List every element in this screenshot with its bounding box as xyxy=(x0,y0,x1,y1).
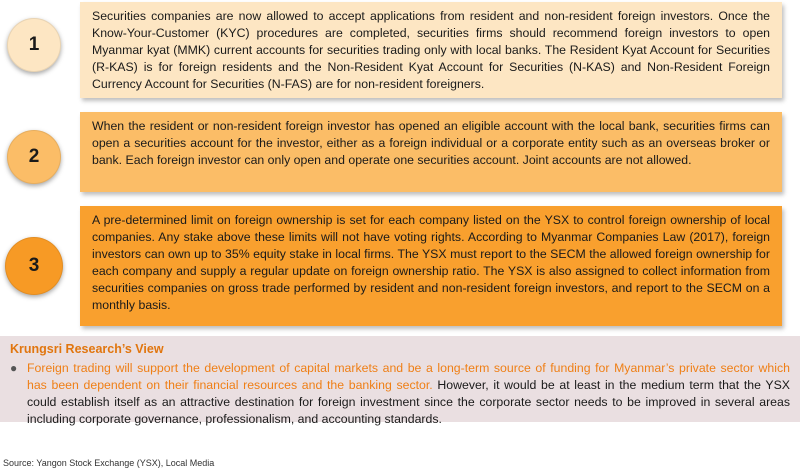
step-number-badge: 3 xyxy=(5,237,63,295)
research-view-title: Krungsri Research’s View xyxy=(10,342,164,356)
source-note: Source: Yangon Stock Exchange (YSX), Local Media xyxy=(3,458,215,468)
research-view-body xyxy=(10,360,790,428)
step-text-box: When the resident or non-resident foreign investor has opened an eligible account with the local bank, securities firms can open a securities account for the investor, either as a foreign individual or a corporate entity such as an overseas broker or bank. Each foreign investor can only open and operate one securities account. Joint accounts are not allowed. xyxy=(80,112,782,192)
step-text-box: Securities companies are now allowed to accept applications from resident and non-resident foreign investors. Once the Know-Your-Customer (KYC) procedures are completed, securities firms should recommend foreign investors to open Myanmar kyat (MMK) current accounts for securities trading only with local banks. The Resident Kyat Account for Securities (R-KAS) is for foreign residents and the Non-Resident Kyat Account for Securities (N-KAS) and Non-Resident Foreign Currency Account for Securities (N-FAS) are for non-resident foreigners. xyxy=(80,2,782,98)
step-text-box: A pre-determined limit on foreign ownership is set for each company listed on the YSX to control foreign ownership of local companies. Any stake above these limits will not have voting rights. According to Myanmar Companies Law (2017), foreign investors can own up to 35% equity stake in local firms. The YSX must report to the SECM the allowed foreign ownership for each company and supply a regular update on foreign ownership ratio. The YSX is also assigned to collect information from securities companies on gross trade performed by resident and non-resident foreign investors, and report to the SECM on a monthly basis. xyxy=(80,206,782,326)
step-number-badge: 2 xyxy=(7,130,61,184)
step-number-badge: 1 xyxy=(7,18,61,72)
research-view-highlight: Foreign trading will support the development of capital markets and be a long-term source of funding for Myanmar’s private sector which has been dependent on their financial resources and the banking sector. xyxy=(27,361,790,392)
research-view-text: However, it would be at least in the medium term that the YSX could establish itself as an attractive destination for foreign investment since the corporate sector needs to be improved in several areas including corporate governance, professionalism, and accounting standards. xyxy=(27,378,791,426)
bullet-icon: ● xyxy=(10,361,18,375)
research-view-panel xyxy=(0,336,800,426)
